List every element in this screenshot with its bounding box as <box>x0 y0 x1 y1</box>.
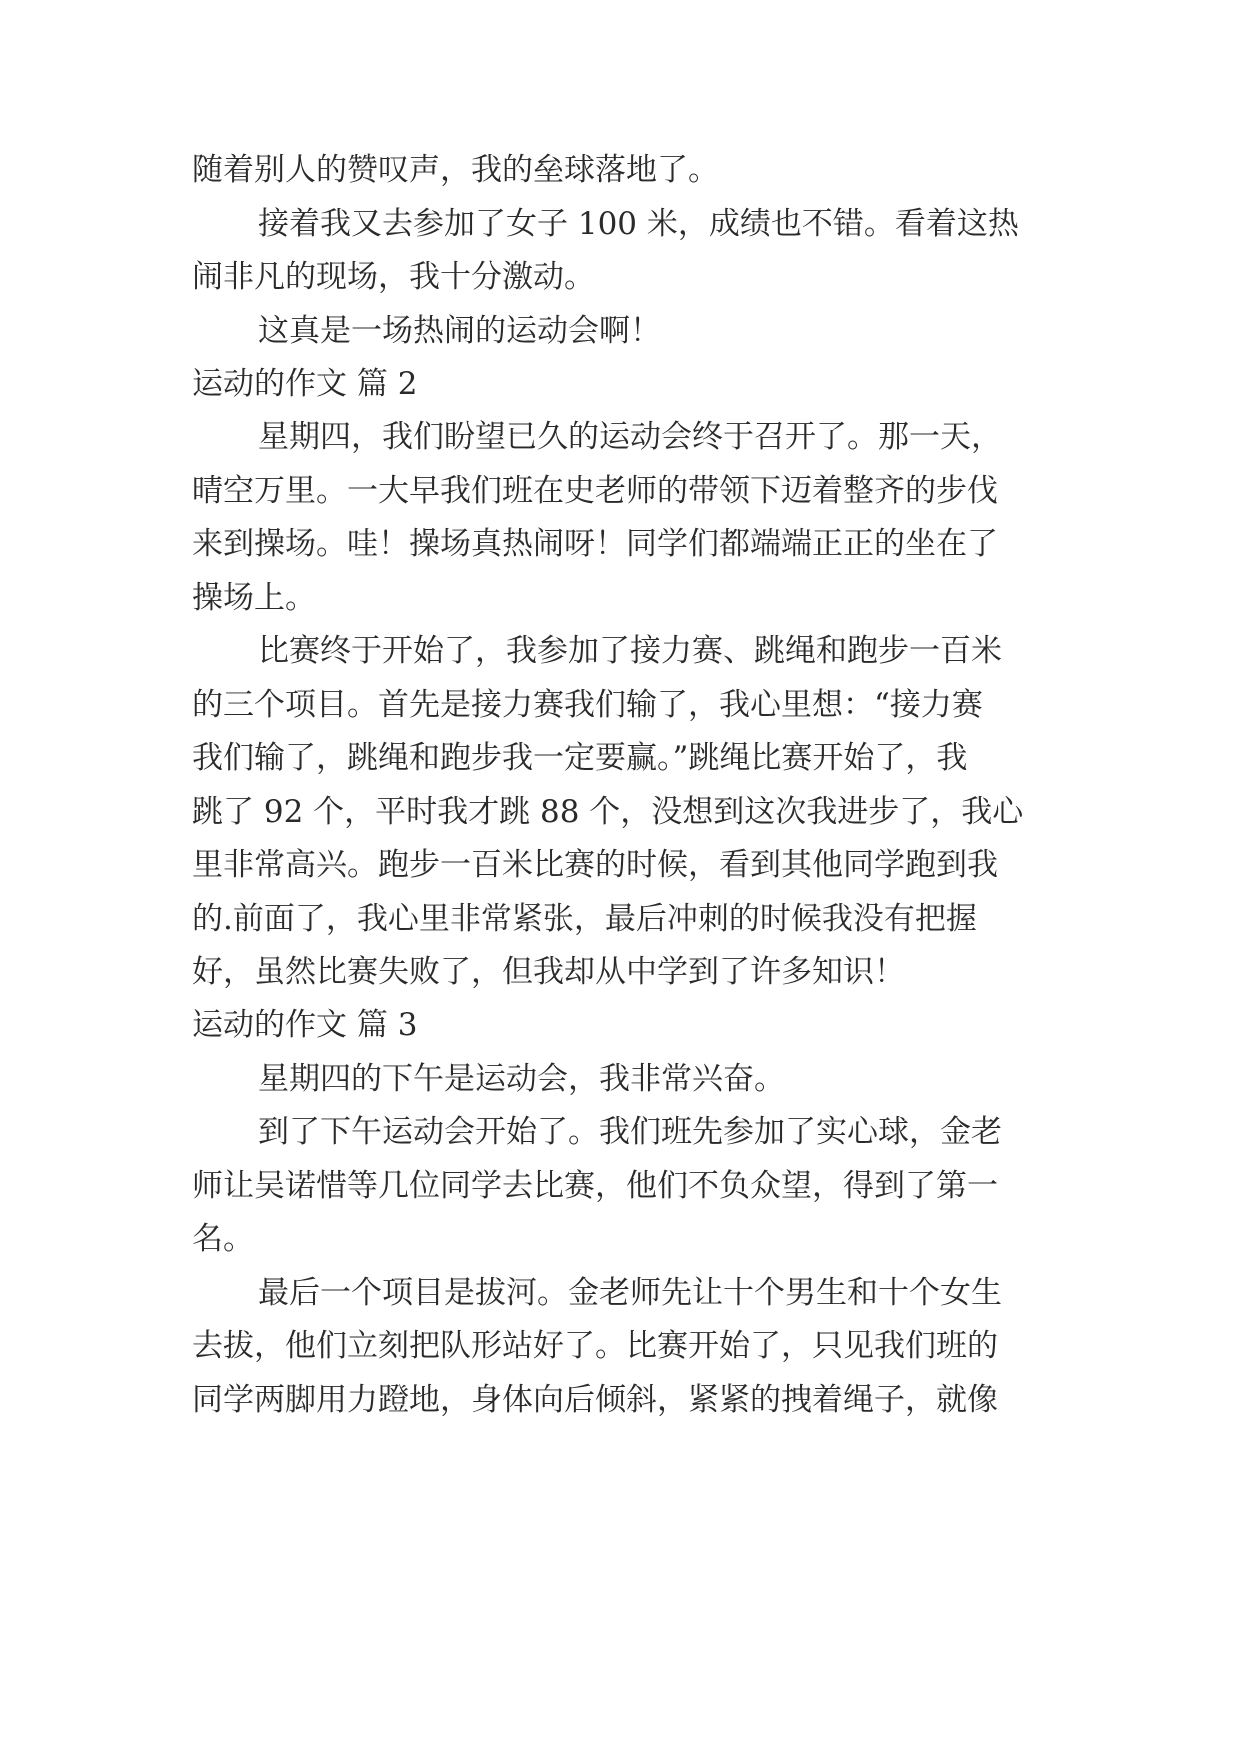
text-line: 操场上。 <box>192 580 316 616</box>
text-line: 师让吴诺惜等几位同学去比赛，他们不负众望，得到了第一 <box>192 1168 998 1204</box>
section-heading: 运动的作文 篇 3 <box>192 1007 418 1043</box>
text-line: 星期四，我们盼望已久的运动会终于召开了。那一天， <box>258 419 1002 455</box>
text-line: 名。 <box>192 1221 254 1257</box>
text-line: 比赛终于开始了，我参加了接力赛、跳绳和跑步一百米 <box>258 633 1002 669</box>
text-line: 去拔，他们立刻把队形站好了。比赛开始了，只见我们班的 <box>192 1328 998 1364</box>
text-line: 里非常高兴。跑步一百米比赛的时候，看到其他同学跑到我 <box>192 847 998 883</box>
text-line: 的三个项目。首先是接力赛我们输了，我心里想：“接力赛 <box>192 687 983 723</box>
text-line: 我们输了，跳绳和跑步我一定要赢。”跳绳比赛开始了，我 <box>192 740 968 776</box>
text-line: 同学两脚用力蹬地，身体向后倾斜，紧紧的拽着绳子，就像 <box>192 1382 998 1418</box>
text-line: 最后一个项目是拔河。金老师先让十个男生和十个女生 <box>258 1275 1002 1311</box>
text-line: 这真是一场热闹的运动会啊！ <box>258 313 661 349</box>
text-line: 星期四的下午是运动会，我非常兴奋。 <box>258 1061 785 1097</box>
text-line: 到了下午运动会开始了。我们班先参加了实心球，金老 <box>258 1114 1002 1150</box>
section-heading: 运动的作文 篇 2 <box>192 366 418 402</box>
text-line: 的.前面了，我心里非常紧张，最后冲刺的时候我没有把握 <box>192 901 977 937</box>
text-line: 随着别人的赞叹声，我的垒球落地了。 <box>192 152 719 188</box>
text-line: 跳了 92 个，平时我才跳 88 个，没想到这次我进步了，我心 <box>192 794 1024 830</box>
text-line: 晴空万里。一大早我们班在史老师的带领下迈着整齐的步伐 <box>192 473 998 509</box>
text-line: 来到操场。哇！操场真热闹呀！同学们都端端正正的坐在了 <box>192 526 998 562</box>
text-line: 好，虽然比赛失败了，但我却从中学到了许多知识！ <box>192 954 905 990</box>
text-line: 接着我又去参加了女子 100 米，成绩也不错。看着这热 <box>258 206 1019 242</box>
text-line: 闹非凡的现场，我十分激动。 <box>192 259 595 295</box>
